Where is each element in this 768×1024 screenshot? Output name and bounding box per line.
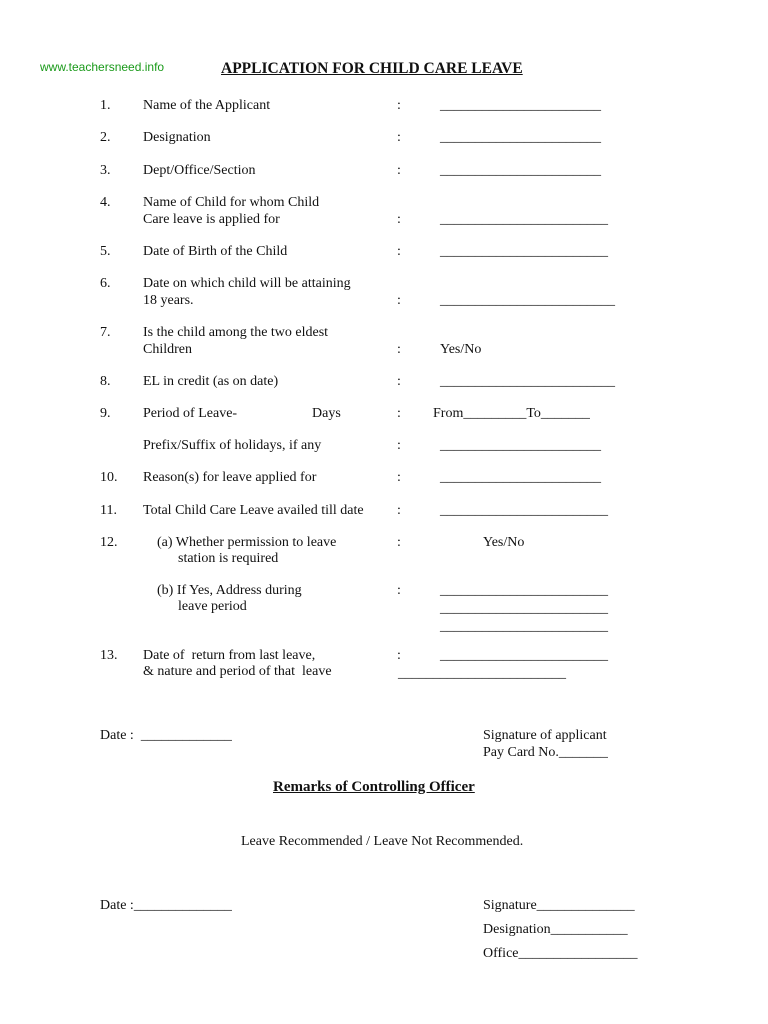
applicant-date-field[interactable]: Date : _____________ <box>100 728 232 743</box>
remarks-heading: Remarks of Controlling Officer <box>273 779 475 795</box>
officer-signature-field[interactable]: Signature______________ <box>483 898 635 913</box>
item-label: Date on which child will be attaining <box>143 276 351 291</box>
item-number: 3. <box>100 163 111 178</box>
colon: : <box>397 163 401 178</box>
colon: : <box>397 374 401 389</box>
colon: : <box>397 648 401 663</box>
blank-field[interactable]: _______________________ <box>440 98 601 113</box>
item-number: 11. <box>100 503 117 518</box>
colon: : <box>397 406 401 421</box>
blank-field[interactable]: _________________________ <box>440 374 615 389</box>
website-link[interactable]: www.teachersneed.info <box>40 60 165 74</box>
address-line-1[interactable]: ________________________ <box>440 583 608 598</box>
blank-field[interactable]: _______________________ <box>440 438 601 453</box>
colon: : <box>397 535 401 550</box>
from-to-field[interactable]: From_________To_______ <box>433 406 590 421</box>
item-label: Total Child Care Leave availed till date <box>143 503 364 518</box>
blank-field[interactable]: _______________________ <box>440 163 601 178</box>
item-label: Date of Birth of the Child <box>143 244 288 259</box>
blank-field[interactable]: ________________________ <box>440 212 608 227</box>
item-number: 6. <box>100 276 111 291</box>
blank-field[interactable]: _______________________ <box>440 470 601 485</box>
item-number: 2. <box>100 130 111 145</box>
item-label: Name of the Applicant <box>143 98 271 113</box>
officer-date-field[interactable]: Date :______________ <box>100 898 232 913</box>
colon: : <box>397 342 401 357</box>
address-line-2[interactable]: ________________________ <box>440 601 608 616</box>
blank-field[interactable]: _______________________ <box>440 130 601 145</box>
recommendation-text: Leave Recommended / Leave Not Recommended. <box>241 834 524 849</box>
item-number: 12. <box>100 535 118 550</box>
blank-field[interactable]: ________________________ <box>440 648 608 663</box>
days-label: Days <box>312 406 341 421</box>
blank-field[interactable]: ________________________ <box>398 666 566 681</box>
colon: : <box>397 98 401 113</box>
colon: : <box>397 212 401 227</box>
colon: : <box>397 293 401 308</box>
item-label: 18 years. <box>143 293 194 308</box>
item-label: (a) Whether permission to leave <box>157 535 337 550</box>
item-number: 13. <box>100 648 118 663</box>
item-number: 7. <box>100 325 111 340</box>
yes-no-choice[interactable]: Yes/No <box>483 535 525 550</box>
item-number: 8. <box>100 374 111 389</box>
blank-field[interactable]: ________________________ <box>440 244 608 259</box>
item-label: Name of Child for whom Child <box>143 195 320 210</box>
colon: : <box>397 503 401 518</box>
item-label: EL in credit (as on date) <box>143 374 279 389</box>
item-label: leave period <box>178 599 247 614</box>
form-title: APPLICATION FOR CHILD CARE LEAVE <box>221 60 523 77</box>
applicant-signature-label: Signature of applicant <box>483 728 607 743</box>
officer-designation-field[interactable]: Designation___________ <box>483 922 628 937</box>
item-label: Reason(s) for leave applied for <box>143 470 317 485</box>
item-number: 10. <box>100 470 118 485</box>
address-line-3[interactable]: ________________________ <box>440 619 608 634</box>
colon: : <box>397 470 401 485</box>
item-label: Prefix/Suffix of holidays, if any <box>143 438 322 453</box>
item-label: Period of Leave- <box>143 406 238 421</box>
item-label: Children <box>143 342 192 357</box>
colon: : <box>397 130 401 145</box>
item-label: Is the child among the two eldest <box>143 325 329 340</box>
colon: : <box>397 244 401 259</box>
item-label: Dept/Office/Section <box>143 163 256 178</box>
yes-no-choice[interactable]: Yes/No <box>440 342 482 357</box>
item-number: 9. <box>100 406 111 421</box>
item-label: (b) If Yes, Address during <box>157 583 302 598</box>
blank-field[interactable]: _________________________ <box>440 293 615 308</box>
item-label: Care leave is applied for <box>143 212 280 227</box>
item-label: Date of return from last leave, <box>143 648 316 663</box>
item-number: 4. <box>100 195 111 210</box>
item-number: 5. <box>100 244 111 259</box>
colon: : <box>397 438 401 453</box>
item-label: Designation <box>143 130 211 145</box>
officer-office-field[interactable]: Office_________________ <box>483 946 638 961</box>
item-number: 1. <box>100 98 111 113</box>
pay-card-field[interactable]: Pay Card No._______ <box>483 745 608 760</box>
colon: : <box>397 583 401 598</box>
blank-field[interactable]: ________________________ <box>440 503 608 518</box>
item-label: station is required <box>178 551 279 566</box>
item-label: & nature and period of that leave <box>143 664 332 679</box>
